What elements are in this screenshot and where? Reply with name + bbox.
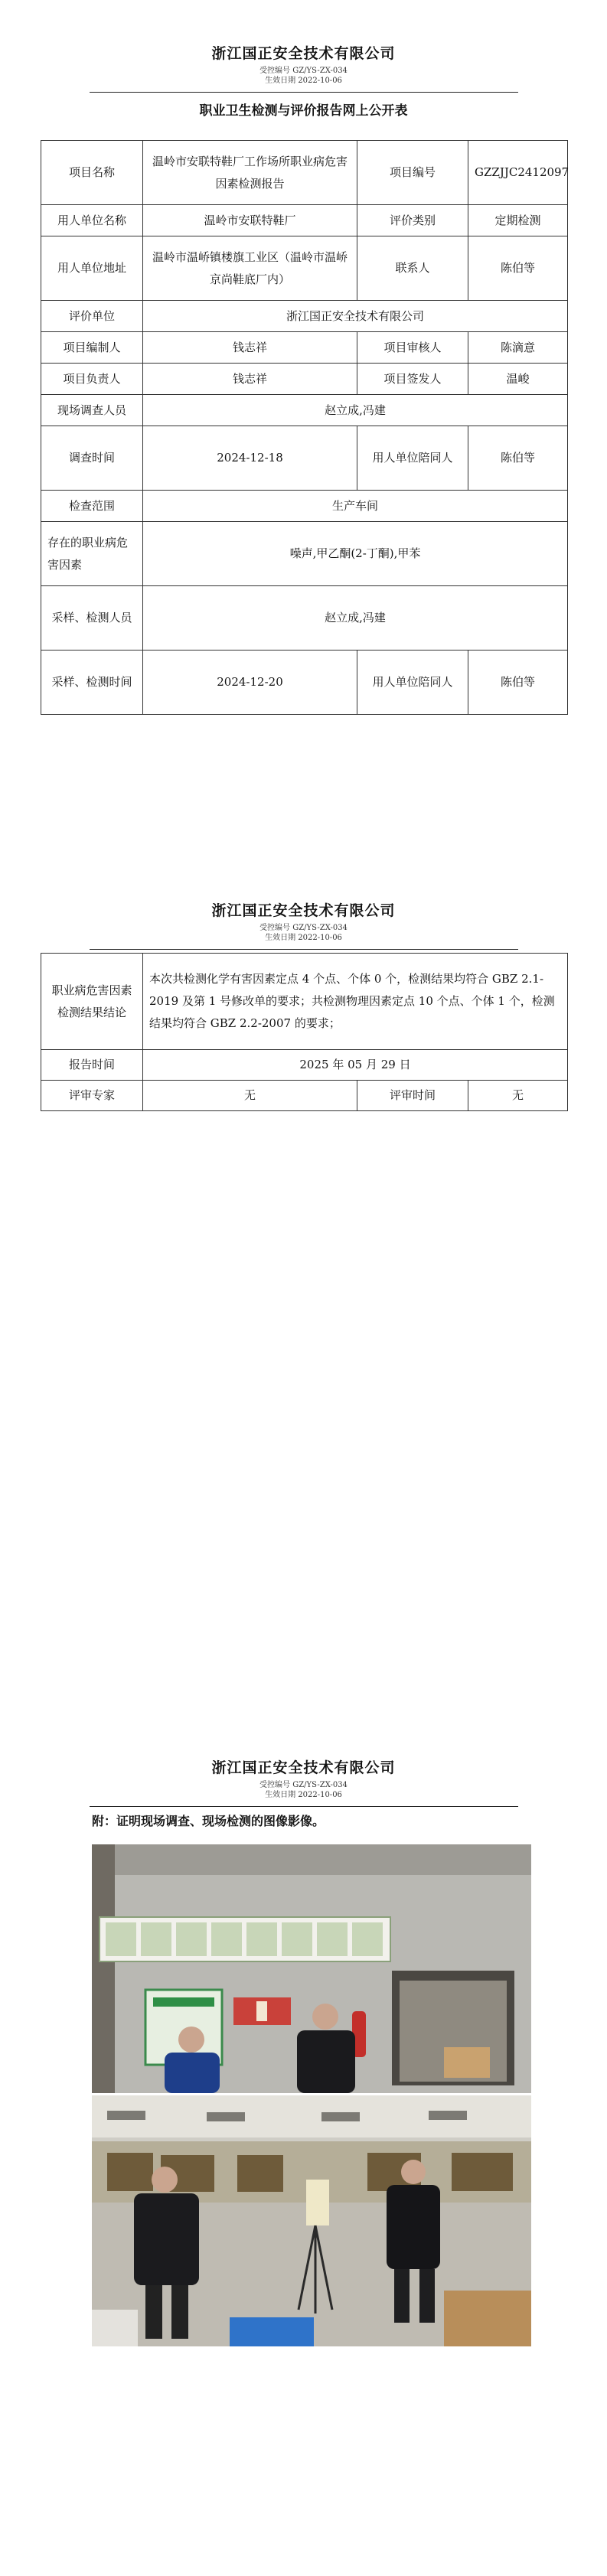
company-name: 浙江国正安全技术有限公司 — [211, 1759, 396, 1776]
site-survey-photo — [92, 1844, 531, 2093]
table-row — [41, 586, 568, 651]
table-row — [41, 651, 568, 715]
project-no-label: 项目编号 — [357, 141, 468, 205]
table-row — [41, 491, 568, 522]
employer-label: 用人单位名称 — [41, 205, 143, 236]
table-row — [41, 1081, 568, 1111]
table-row — [41, 1050, 568, 1081]
page-header — [0, 42, 607, 86]
doc-control-number: 受控编号 GZ/YS-ZX-034 — [259, 1781, 348, 1789]
project-name-value: 温岭市安联特鞋厂工作场所职业病危害因素检测报告 — [143, 141, 357, 205]
doc-control-number: 受控编号 GZ/YS-ZX-034 — [259, 924, 348, 932]
site-detection-photo — [92, 2095, 531, 2346]
table-row — [41, 332, 568, 364]
review-date-value: 无 — [468, 1081, 568, 1111]
compiler-label: 项目编制人 — [41, 332, 143, 364]
table-row — [41, 954, 568, 1050]
report-date-label: 报告时间 — [41, 1050, 143, 1081]
compiler-value: 钱志祥 — [143, 332, 357, 364]
accompany2-label: 用人单位陪同人 — [357, 651, 468, 715]
issuer-label: 项目签发人 — [357, 364, 468, 395]
header-divider — [90, 949, 518, 950]
hazards-value: 噪声,甲乙酮(2-丁酮),甲苯 — [143, 522, 568, 586]
header-divider — [90, 1806, 518, 1807]
reviewer-label: 项目审核人 — [357, 332, 468, 364]
evaluator-label: 评价单位 — [41, 301, 143, 332]
leader-label: 项目负责人 — [41, 364, 143, 395]
table-row — [41, 364, 568, 395]
effective-date: 生效日期 2022-10-06 — [265, 77, 342, 85]
report-date-value: 2025 年 05 月 29 日 — [143, 1050, 568, 1081]
table-row — [41, 236, 568, 301]
evaluator-value: 浙江国正安全技术有限公司 — [143, 301, 568, 332]
address-value: 温岭市温峤镇楼旗工业区（温岭市温峤京尚鞋底厂内） — [143, 236, 357, 301]
surveyors-label: 现场调查人员 — [41, 395, 143, 426]
scope-label: 检查范围 — [41, 491, 143, 522]
sampling-people-label: 采样、检测人员 — [41, 586, 143, 651]
review-date-label: 评审时间 — [357, 1081, 468, 1111]
doc-control-number: 受控编号 GZ/YS-ZX-034 — [259, 67, 348, 75]
page-header — [0, 899, 607, 943]
surveyors-value: 赵立成,冯建 — [143, 395, 568, 426]
table-row — [41, 522, 568, 586]
header-divider — [90, 92, 518, 93]
company-name: 浙江国正安全技术有限公司 — [211, 45, 396, 62]
disclosure-table — [41, 140, 568, 715]
project-no-value: GZZJJC2412097 — [468, 141, 568, 205]
reviewer-value: 陈滴意 — [468, 332, 568, 364]
accompany2-value: 陈伯等 — [468, 651, 568, 715]
eval-type-label: 评价类别 — [357, 205, 468, 236]
address-label: 用人单位地址 — [41, 236, 143, 301]
employer-value: 温岭市安联特鞋厂 — [143, 205, 357, 236]
experts-label: 评审专家 — [41, 1081, 143, 1111]
accompany-label: 用人单位陪同人 — [357, 426, 468, 491]
conclusion-label: 职业病危害因素检测结果结论 — [41, 954, 143, 1050]
table-row — [41, 426, 568, 491]
sampling-people-value: 赵立成,冯建 — [143, 586, 568, 651]
site-survey-image — [92, 1844, 531, 2093]
issuer-value: 温峻 — [468, 364, 568, 395]
accompany-value: 陈伯等 — [468, 426, 568, 491]
effective-date: 生效日期 2022-10-06 — [265, 1791, 342, 1799]
experts-value: 无 — [143, 1081, 357, 1111]
eval-type-value: 定期检测 — [468, 205, 568, 236]
hazards-label: 存在的职业病危害因素 — [41, 522, 143, 586]
page-header — [0, 1756, 607, 1800]
survey-date-label: 调查时间 — [41, 426, 143, 491]
sampling-date-label: 采样、检测时间 — [41, 651, 143, 715]
page-title: 职业卫生检测与评价报告网上公开表 — [199, 103, 408, 119]
table-row — [41, 395, 568, 426]
site-detection-image — [92, 2095, 531, 2346]
leader-value: 钱志祥 — [143, 364, 357, 395]
table-row — [41, 205, 568, 236]
contact-label: 联系人 — [357, 236, 468, 301]
conclusion-table — [41, 953, 568, 1111]
effective-date: 生效日期 2022-10-06 — [265, 934, 342, 942]
scope-value: 生产车间 — [143, 491, 568, 522]
survey-date-value: 2024-12-18 — [143, 426, 357, 491]
company-name: 浙江国正安全技术有限公司 — [211, 902, 396, 919]
table-row — [41, 301, 568, 332]
project-name-label: 项目名称 — [41, 141, 143, 205]
table-row — [41, 141, 568, 205]
sampling-date-value: 2024-12-20 — [143, 651, 357, 715]
attachment-title: 附：证明现场调查、现场检测的图像影像。 — [92, 1814, 325, 1828]
contact-value: 陈伯等 — [468, 236, 568, 301]
conclusion-value: 本次共检测化学有害因素定点 4 个点、个体 0 个，检测结果均符合 GBZ 2.1-2019 及第 1 号修改单的要求；共检测物理因素定点 10 个点、个体 1 个，检测结果均符合 GBZ 2.2-2007 的要求； — [143, 954, 568, 1050]
